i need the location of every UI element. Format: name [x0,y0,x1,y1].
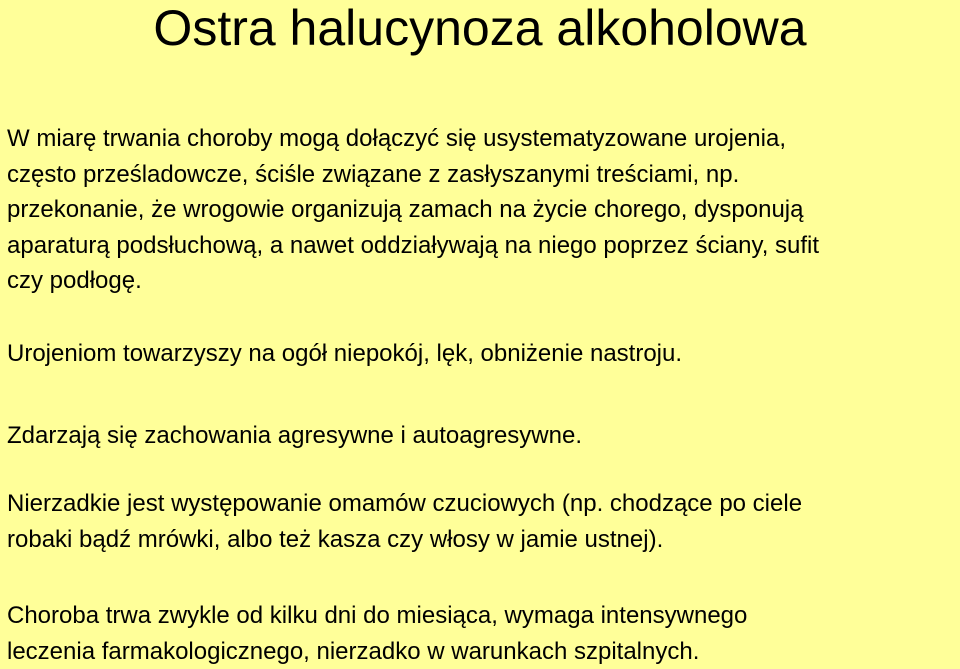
paragraph-line: Choroba trwa zwykle od kilku dni do miesiąca, wymaga intensywnego [7,602,748,629]
paragraph-line: aparaturą podsłuchową, a nawet oddziaływają na niego poprzez ściany, sufit [7,231,820,259]
paragraph-anxiety [7,336,953,372]
paragraph-delusions [7,121,953,299]
paragraph-line: Urojeniom towarzyszy na ogół niepokój, lęk, obniżenie nastroju. [7,340,683,367]
paragraph-line: przekonanie, że wrogowie organizują zamach na życie chorego, dysponują [7,196,804,223]
paragraph-aggression [7,418,953,454]
paragraph-line: Zdarzają się zachowania agresywne i autoagresywne. [7,422,582,449]
paragraph-duration-treatment [7,598,953,669]
paragraph-line: robaki bądź mrówki, albo też kasza czy włosy w jamie ustnej). [7,525,664,553]
paragraph-line: W miarę trwania choroby mogą dołączyć się usystematyzowane urojenia, [7,125,787,152]
paragraph-line: często prześladowcze, ściśle związane z zasłyszanymi treściami, np. [7,160,740,188]
paragraph-line: leczenia farmakologicznego, nierzadko w warunkach szpitalnych. [7,637,700,665]
paragraph-tactile-hallucinations [7,486,953,557]
slide-title: Ostra halucynoza alkoholowa [153,0,807,56]
paragraph-line: czy podłogę. [7,267,142,294]
paragraph-line: Nierzadkie jest występowanie omamów czuciowych (np. chodzące po ciele [7,490,803,517]
